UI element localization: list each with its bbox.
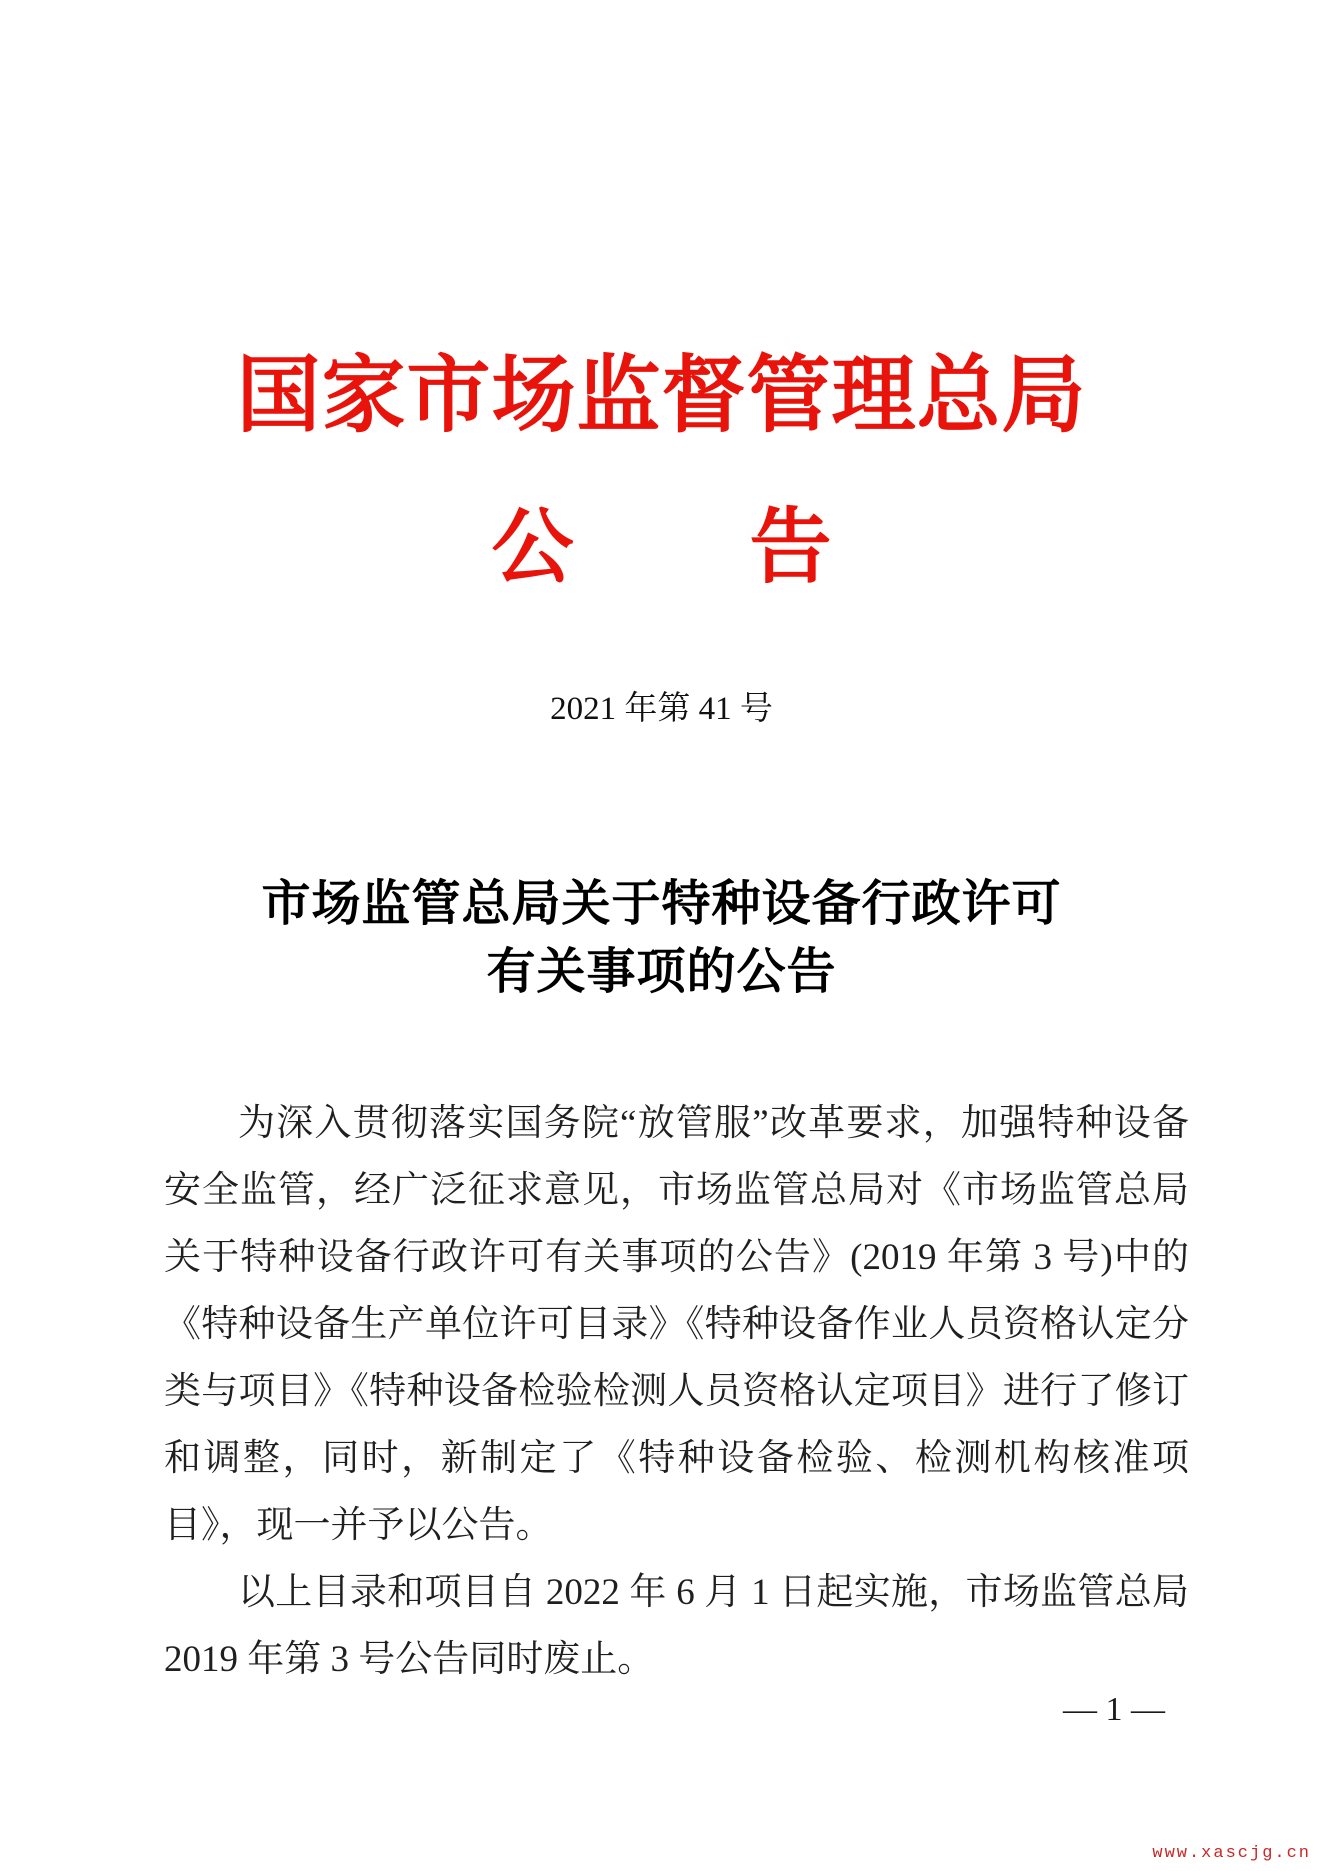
body-paragraph: 以上目录和项目自 2022 年 6 月 1 日起实施，市场监管总局 2019 年第 3 号公告同时废止。 [164, 1572, 1189, 1680]
watermark-url: www.xascjg.cn [1152, 1844, 1311, 1863]
body-text [164, 1090, 1189, 1693]
subject-title [0, 870, 1323, 1006]
announcement-char-gong: 公 [491, 502, 574, 593]
announcement-char-gao: 告 [749, 502, 832, 593]
announcement-title [0, 498, 1323, 598]
page-number: — 1 — [1063, 1691, 1165, 1728]
body-paragraph: 为深入贯彻落实国务院“放管服”改革要求，加强特种设备安全监管，经广泛征求意见，市场监管总局对《市场监管总局关于特种设备行政许可有关事项的公告》(2019 年第 3 号)中的《特种设备生产单位许可目录》《特种设备作业人员资格认定分类与项目》《特种设备检验检测人员资格认定项目》进行了修订和调整，同时，新制定了《特种设备检验、检测机构核准项目》，现一并予以公告。 [164, 1103, 1189, 1546]
subject-title-line1: 市场监管总局关于特种设备行政许可 [261, 876, 1062, 931]
subject-title-line2: 有关事项的公告 [486, 944, 837, 999]
agency-title: 国家市场监督管理总局 [236, 350, 1087, 443]
document-number: 2021 年第 41 号 [550, 691, 773, 727]
